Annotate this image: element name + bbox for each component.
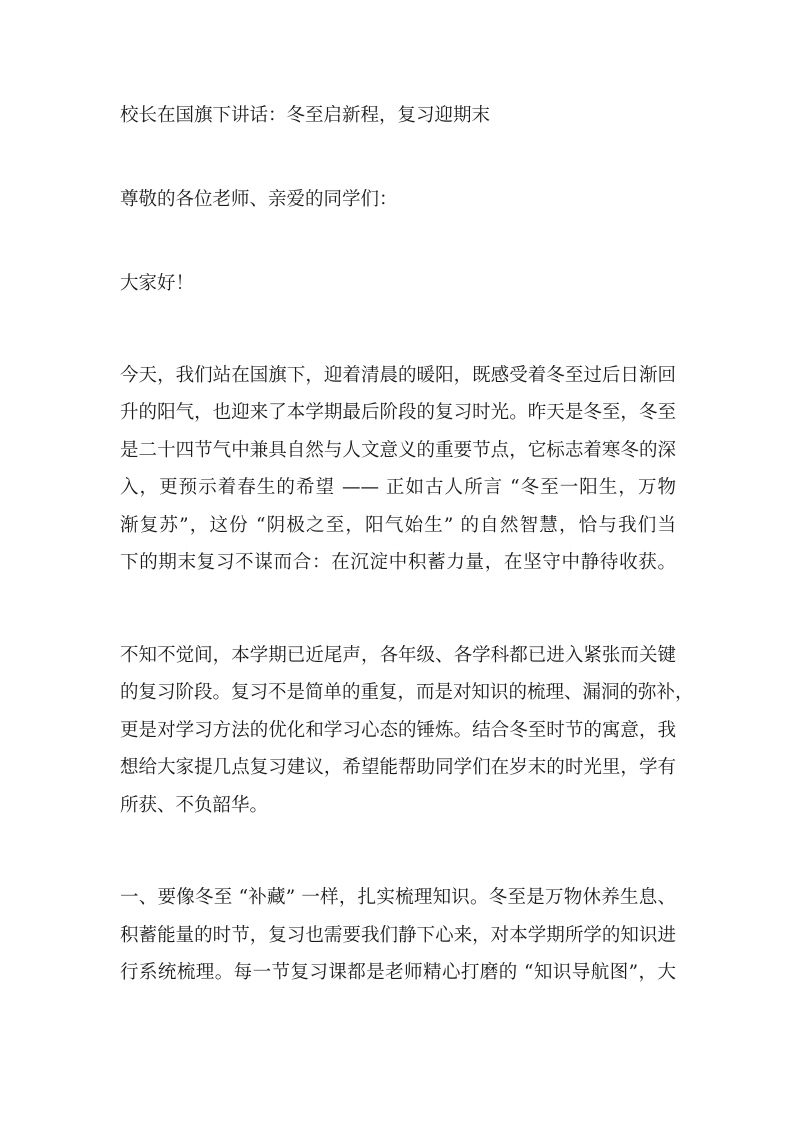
paragraph-line: 行系统梳理。每一节复习课都是老师精心打磨的 “知识导航图”，大	[120, 962, 676, 983]
paragraph-line: 一、要像冬至 “补藏” 一样，扎实梳理知识。冬至是万物休养生息、	[120, 887, 676, 908]
paragraph-line: 更是对学习方法的优化和学习心态的锤炼。结合冬至时节的寓意，我	[120, 720, 676, 741]
paragraph-line: 不知不觉间，本学期已近尾声，各年级、各学科都已进入紧张而关键	[120, 645, 676, 666]
salutation: 尊敬的各位老师、亲爱的同学们：	[120, 189, 398, 210]
paragraph-line: 下的期末复习不谋而合：在沉淀中积蓄力量，在坚守中静待收获。	[120, 552, 676, 573]
paragraph-line: 是二十四节气中兼具自然与人文意义的重要节点，它标志着寒冬的深	[120, 440, 676, 461]
paragraph-line: 今天，我们站在国旗下，迎着清晨的暖阳，既感受着冬至过后日渐回	[120, 365, 676, 386]
paragraph-line: 渐复苏”，这份 “阴极之至，阳气始生” 的自然智慧，恰与我们当	[120, 515, 676, 536]
paragraph-line: 的复习阶段。复习不是简单的重复，而是对知识的梳理、漏洞的弥补，	[120, 682, 694, 703]
paragraph-line: 想给大家提几点复习建议，希望能帮助同学们在岁末的时光里，学有	[120, 757, 676, 778]
document-title: 校长在国旗下讲话：冬至启新程，复习迎期末	[120, 105, 491, 126]
paragraph-line: 积蓄能量的时节，复习也需要我们静下心来，对本学期所学的知识进	[120, 925, 676, 946]
paragraph-line: 入，更预示着春生的希望 —— 正如古人所言 “冬至一阳生，万物	[120, 477, 676, 498]
paragraph-line: 所获、不负韶华。	[120, 795, 269, 816]
paragraph-line: 升的阳气，也迎来了本学期最后阶段的复习时光。昨天是冬至，冬至	[120, 402, 676, 423]
greeting: 大家好！	[120, 273, 195, 294]
